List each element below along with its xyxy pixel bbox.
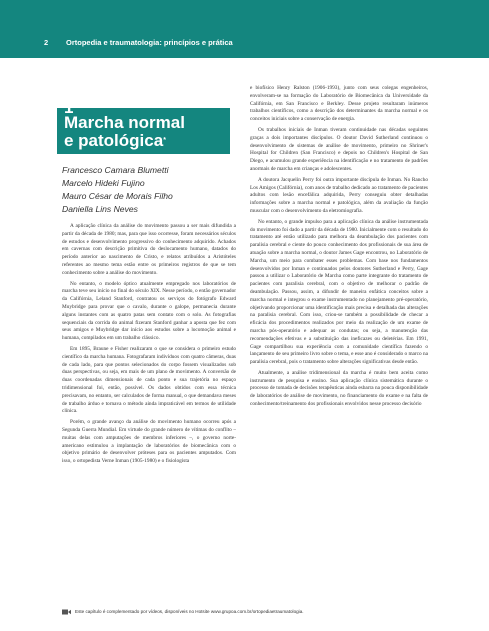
left-text-column: [62, 223, 236, 601]
author-name: Francesco Camara Blumetti: [62, 165, 169, 175]
body-paragraph: No entanto, o modelo óptico atualmente empregado nos laboratórios de marcha teve seu início no final do século XIX. Nesse período, o então governador da Califórnia, Leland Stanford, contratou os serviços do fotógrafo Edward Muybridge para provar que o cavalo, durante o galope, permanecia durante alguns instantes com as quatro patas sem contato com o solo. As fotografias sequenciais da corrida do animal fizeram Stanford ganhar a aposta que fez com seus amigos e Muybridge dar início aos estudos sobre a locomoção animal e humana, compilados em um trabalho clássico.: [62, 280, 236, 342]
body-paragraph: No entanto, o grande impulso para a aplicação clínica da análise instrumentada do movimento foi dado a partir da década de 1980. Inicialmente com o resultado do tratamento até então utilizado para melhora da deambulação dos pacientes com paralisia cerebral e ciente do pouco conhecimento dos profissionais de sua área de atuação sobre a marcha normal, o doutor James Gage encontrou, no Laboratório de Marcha, um meio para combater esses problemas. Com base nos fundamentos desenvolvidos por Inman e continuados pelos doutores Sutherland e Perry, Gage passou a utilizar o Laboratório de Marcha como parte integrante do tratamento de pacientes com paralisia cerebral, com o objetivo de melhorar o padrão de deambulação. Passou, assim, a difundir de maneira enfática conceitos sobre a marcha normal e integrou o exame instrumentado no planejamento pré-operatório, objetivando proporcionar uma identificação mais precisa e detalhada das alterações na paralisia cerebral. Com isso, criou-se também a possibilidade de checar a eficácia dos procedimentos realizados por meio da realização de um exame de marcha pós-operatório e adequar as condutas; ou seja, a manutenção das recomendações efetivas e a substituição das ineficazes ou deletérias. Em 1991, Gage compartilhou sua experiência com a comunidade científica fazendo o lançamento de seu primeiro livro sobre o tema, e esse ano é considerado o marco na paralisia cerebral, pois o tratamento sobre alterações significativas desde então.: [250, 218, 428, 366]
chapter-title-box: [57, 98, 230, 154]
chapter-title-line1: Marcha normal: [64, 113, 185, 132]
chapter-title-mark: *: [163, 137, 166, 144]
body-paragraph: Atualmente, a análise tridimensional da marcha é muito bem aceita como instrumento de pesquisa e ensino. Sua aplicação clínica sistemática durante o processo de tomada de decisões terapêuticas ainda esbarra na pouca disponibilidade de laboratórios de análise de movimento, no financiamento do exame e na falta de conhecimento/treinamento dos profissionais envolvidos nesse processo decisório: [250, 369, 428, 408]
video-camera-icon: [62, 609, 71, 615]
chapter-number: 1: [64, 98, 74, 117]
author-list: [62, 164, 242, 216]
body-paragraph: A aplicação clínica da análise do movimento passou a ser mais difundida a partir da década de 1980; mas, para que isso ocorresse, foram necessários séculos de estudos e desenvolvimento progressivo do conhecimento adquirido. Achados em cavernas com descrição primitiva do deslocamento humano, datados do período anterior ao nascimento de Cristo, e relatos atribuídos a Aristóteles referentes ao mesmo tema estão entre os primeiros registros de que se tem conhecimento sobre a análise do movimento.: [62, 223, 236, 276]
page-number: 2: [44, 38, 49, 47]
body-paragraph: Em 1895, Braune e Fisher realizaram o que se considera o primeiro estudo científico da marcha humana. Fotografaram indivíduos com quatro câmeras, duas de cada lado, para que pontos selecionados do corpo fossem visualizados sob duas perspectivas, ou seja, em mais de um plano de movimento. A conversão de duas coordenadas dimensionais de cada ponto e sua trajetória no espaço tridimensional foi, então, possível. Os dados obtidos com essa técnica precisavam, no entanto, ser calculados de forma manual, o que demandava meses de trabalho árduo e tornava o método ainda impraticável em termos de utilidade clínica.: [62, 345, 236, 415]
chapter-title-line2-text: e patológica: [64, 131, 164, 150]
footnote-text: Este capítulo é complementado por vídeos, disponíveis no Hotsite www.grupoa.com.br/ortopediaetraumatologia.: [75, 609, 304, 614]
body-paragraph: Porém, o grande avanço da análise do movimento humano ocorreu após a Segunda Guerra Mundial. Em virtude do grande número de vítimas do conflito – muitas delas com amputações de membros inferiores –, o governo norte-americano estimulou a implantação de laboratórios de biomecânica com o objetivo primário de desenvolver próteses para os pacientes amputados. Com isso, o ortopedista Verne Inman (1905-1980) e o fisiologista: [62, 419, 236, 465]
page-header: [0, 0, 489, 58]
video-footnote: [62, 607, 432, 617]
right-text-column: [250, 85, 428, 599]
running-title: Ortopedia e traumatologia: princípios e prática: [66, 38, 233, 47]
chapter-title-line2: [64, 132, 166, 150]
body-paragraph: Os trabalhos iniciais de Inman tiveram continuidade nas décadas seguintes graças a dois importantes discípulos. O doutor David Sutherland continuou o desenvolvimento de sistemas de análise de movimento, primeiro no Shriner's Hospital for Children (San Francisco) e depois no Children's Hospital de San Diego, e acumulou grande experiência na identificação e no tratamento de padrões anormais de marcha em crianças e adolescentes.: [250, 126, 428, 172]
author-name: Daniella Lins Neves: [62, 204, 138, 214]
author-name: Mauro César de Morais Filho: [62, 191, 173, 201]
body-paragraph: A doutora Jacquelin Perry foi outra importante discípula de Inman. No Rancho Los Amigos (Califórnia), com anos de trabalho dedicado ao tratamento de pacientes adultos com lesão encefálica adquirida, Perry conseguiu obter detalhadas informações sobre a marcha normal e patológica, além da avaliação da função muscular com o desenvolvimento da eletromiografia.: [250, 176, 428, 214]
author-name: Marcelo Hideki Fujino: [62, 178, 145, 188]
body-paragraph: e biofísico Henry Ralston (1906-1993), junto com seus colegas engenheiros, envolveram-se na formação do Laboratório de Biomecânica da Universidade da Califórnia, em San Francisco e Berkley. Desse projeto resultaram inúmeros trabalhos científicos, como a descrição dos determinantes da marcha normal e os conceitos iniciais sobre a conservação de energia.: [250, 85, 428, 123]
